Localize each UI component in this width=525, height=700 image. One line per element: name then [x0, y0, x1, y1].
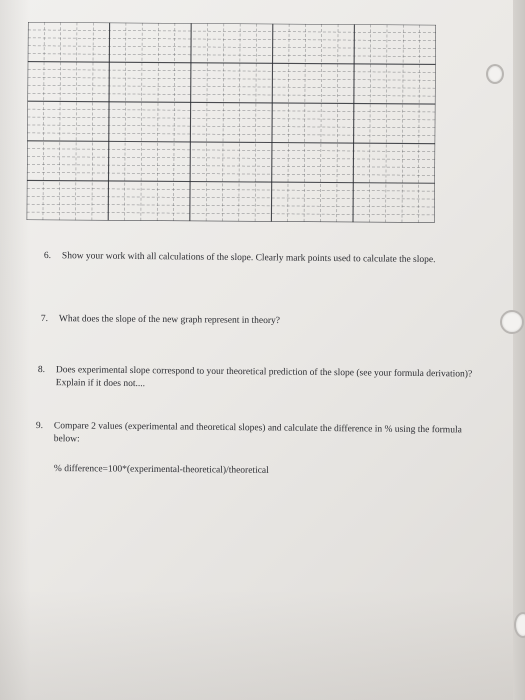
grid-minor-vertical-line — [206, 23, 207, 221]
grid-minor-vertical-line — [255, 24, 256, 222]
question-number: 6. — [43, 250, 52, 262]
question-9 — [35, 420, 476, 445]
grid-minor-horizontal-line — [28, 77, 436, 80]
grid-major-vertical-line — [435, 25, 436, 223]
question-text: Show your work with all calculations of the slope. Clearly mark points used to calculate the slope. — [61, 251, 436, 266]
question-text: Compare 2 values (experimental and theoretical slopes) and calculate the difference in % using the formula below: — [53, 421, 462, 445]
grid-minor-horizontal-line — [27, 117, 435, 120]
grid-minor-horizontal-line — [27, 196, 435, 199]
grid-minor-vertical-line — [386, 25, 387, 223]
grid-minor-horizontal-line — [27, 149, 435, 152]
grid-minor-vertical-line — [157, 23, 158, 221]
question-6 — [43, 250, 454, 266]
question-text: Does experimental slope correspond to your theoretical prediction of the slope (see your formula derivation)? Explain if it does not.... — [55, 365, 473, 390]
grid-major-vertical-line — [271, 24, 272, 222]
grid-minor-horizontal-line — [28, 85, 436, 88]
grid-major-horizontal-line — [27, 220, 435, 223]
grid-major-vertical-line — [353, 24, 354, 222]
grid-minor-horizontal-line — [27, 125, 435, 128]
grid-minor-vertical-line — [288, 24, 289, 222]
grid-minor-vertical-line — [239, 23, 240, 221]
question-text: What does the slope of the new graph represent in theory? — [58, 314, 281, 327]
grid-minor-horizontal-line — [27, 188, 435, 191]
grid-major-horizontal-line — [27, 180, 435, 183]
binder-ring — [514, 612, 525, 638]
grid-major-vertical-line — [27, 22, 28, 220]
binder-ring — [486, 64, 504, 84]
grid-minor-vertical-line — [222, 23, 223, 221]
grid-minor-vertical-line — [402, 25, 403, 223]
question-number: 7. — [40, 313, 49, 325]
grid-minor-vertical-line — [43, 22, 44, 220]
grid-minor-vertical-line — [92, 22, 93, 220]
grid-major-horizontal-line — [28, 62, 436, 65]
grid-major-horizontal-line — [28, 22, 436, 25]
grid-minor-vertical-line — [418, 25, 419, 223]
grid-minor-vertical-line — [304, 24, 305, 222]
grid-minor-vertical-line — [76, 22, 77, 220]
grid-minor-horizontal-line — [28, 70, 436, 73]
grid-minor-horizontal-line — [28, 38, 436, 41]
graph-paper-svg — [27, 22, 436, 223]
grid-minor-vertical-line — [59, 22, 60, 220]
graph-paper-grid — [27, 22, 436, 223]
grid-minor-vertical-line — [337, 24, 338, 222]
binder-ring — [500, 310, 524, 334]
question-8 — [37, 364, 478, 390]
page-bottom-shadow — [0, 590, 525, 700]
grid-minor-horizontal-line — [27, 109, 435, 112]
grid-minor-horizontal-line — [27, 157, 435, 160]
grid-minor-horizontal-line — [27, 133, 435, 136]
page-right-edge — [513, 0, 525, 700]
grid-major-horizontal-line — [27, 141, 435, 144]
question-number: 8. — [37, 364, 46, 376]
grid-major-vertical-line — [108, 23, 109, 221]
grid-minor-horizontal-line — [28, 54, 436, 57]
grid-minor-vertical-line — [141, 23, 142, 221]
grid-minor-horizontal-line — [27, 165, 435, 168]
grid-minor-horizontal-line — [27, 172, 435, 175]
grid-major-horizontal-line — [27, 101, 435, 104]
grid-minor-vertical-line — [369, 24, 370, 222]
grid-minor-vertical-line — [125, 23, 126, 221]
grid-minor-vertical-line — [320, 24, 321, 222]
grid-minor-vertical-line — [173, 23, 174, 221]
percent-difference-formula: % difference=100*(experimental-theoretical)/theoretical — [53, 463, 269, 476]
grid-minor-horizontal-line — [27, 204, 435, 207]
question-7 — [40, 313, 341, 327]
grid-minor-horizontal-line — [28, 93, 436, 96]
question-number: 9. — [35, 420, 44, 432]
grid-minor-horizontal-line — [27, 212, 435, 215]
grid-minor-horizontal-line — [28, 46, 436, 49]
grid-major-vertical-line — [190, 23, 191, 221]
grid-minor-horizontal-line — [28, 30, 436, 33]
